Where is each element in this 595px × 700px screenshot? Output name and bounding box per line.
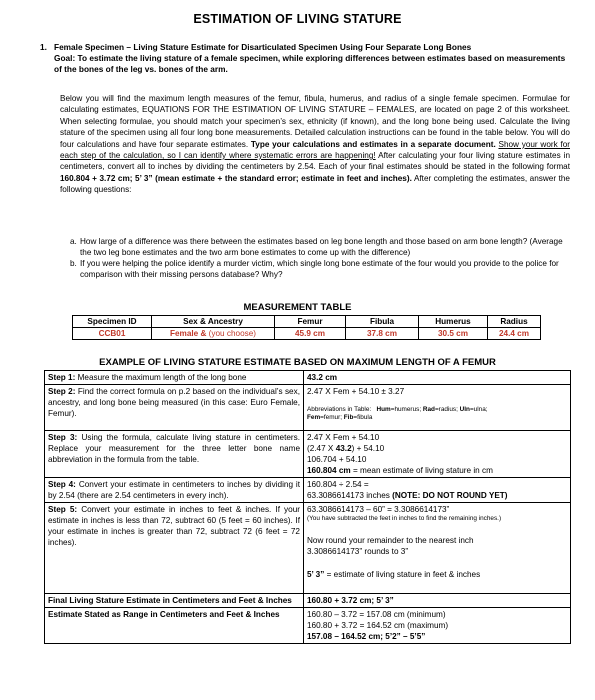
example-range-estimate: Estimate Stated as Range in Centimeters and Feet & Inches 160.80 – 3.72 = 157.08 cm (minimum) 160.80 + 3.72 = 164.52 cm (maximum) 157.08 – 164.52 cm; 5’2” – 5’5” xyxy=(45,608,571,644)
header-humerus: Humerus xyxy=(419,316,488,328)
measurement-table xyxy=(72,315,541,340)
header-fibula: Fibula xyxy=(346,316,419,328)
measurement-table-title: MEASUREMENT TABLE xyxy=(243,302,352,313)
example-step-4: Step 4: Convert your estimate in centimeters to inches by dividing it by 2.54 (there are 2.54 centimeters in every inch). 160.804 ÷ 2.54 = 63.3086614173 inches (NOTE: DO NOT ROUND YET) xyxy=(45,478,571,503)
instructions-underline: Show your work for each step of the calculation, so I can identify where systematic errors are happening! xyxy=(60,139,570,161)
step-1-value: 43.2 cm xyxy=(304,371,571,385)
cell-femur: 45.9 cm xyxy=(275,328,346,340)
measurement-data-row xyxy=(73,328,541,340)
question-title: Female Specimen – Living Stature Estimate for Disarticulated Specimen Using Four Separate Long Bones xyxy=(54,42,472,52)
example-table xyxy=(44,370,571,644)
header-femur: Femur xyxy=(275,316,346,328)
header-radius: Radius xyxy=(488,316,541,328)
example-step-2: Step 2: Find the correct formula on p.2 based on the individual’s sex, ancestry, and long bone being measured (in this case: Euro Female, Femur). 2.47 X Fem + 54.10 ± 3.27 Abbreviations in Table: Hum=humerus; Rad=radius; Uln=ulna; Fem=femur; Fib=fibula xyxy=(45,385,571,431)
measurement-header-row xyxy=(73,316,541,328)
cell-specimen-id: CCB01 xyxy=(73,328,152,340)
question-number: 1. xyxy=(40,42,47,52)
step-2-formula: 2.47 X Fem + 54.10 ± 3.27 xyxy=(307,387,405,396)
instructions-paragraph: Below you will find the maximum length measures of the femur, fibula, humerus, and radius of a single female specimen. Formulae for calculating estimates, EQUATIONS FOR THE ESTIMATION OF LIVING STATURE – FEMALES, are located on page 2 of this worksheet. When selecting formulae, you should match your specimen’s sex, ethnicity (if known), and the long bone being used. Calculate the living stature of the specimen using all four long bone measurements. Detailed calculation instructions can be found in the table below. You will do four calculations and have four separate estimates. Type your calculations and estimates in a separate document. Show your work for each step of the calculation, so I can identify where systematic errors are happening! After calculating your four living stature estimates in centimeters, convert all to inches by dividing the centimeters by 2.54. Each of your final estimates should be stated in the following format 160.804 + 3.72 cm; 5’ 3” (mean estimate + the standard error; estimate in feet and inches). After completing the estimates, answer the following questions: xyxy=(60,94,570,195)
instructions-bold-1: Type your calculations and estimates in a separate document. xyxy=(250,139,496,149)
cell-humerus: 30.5 cm xyxy=(419,328,488,340)
question-a: a. How large of a difference was there between the estimates based on leg bone length and those based on arm bone length? (Average the two leg bone estimates and the two arm bone estimates to come up with the difference) xyxy=(70,237,563,257)
step-2-abbreviations: Abbreviations in Table: Hum=humerus; Rad=radius; Uln=ulna; Fem=femur; Fib=fibula xyxy=(307,406,488,421)
header-sex-ancestry: Sex & Ancestry xyxy=(152,316,275,328)
question-goal: Goal: To estimate the living stature of a female specimen, while exploring differences between estimates based on measurements of the bones of the leg vs. bones of the arm. xyxy=(54,53,566,74)
instructions-format: 160.804 + 3.72 cm; 5’ 3” (mean estimate + the standard error; estimate in feet and inches). xyxy=(60,173,412,183)
example-final-estimate: Final Living Stature Estimate in Centimeters and Feet & Inches 160.80 + 3.72 cm; 5’ 3” xyxy=(45,594,571,608)
header-specimen-id: Specimen ID xyxy=(73,316,152,328)
cell-fibula: 37.8 cm xyxy=(346,328,419,340)
question-b: b. If you were helping the police identify a murder victim, which single long bone estimate of the four would you provide to the police for comparison with their missing persons database? Why? xyxy=(70,259,559,279)
example-table-title: EXAMPLE OF LIVING STATURE ESTIMATE BASED ON MAXIMUM LENGTH OF A FEMUR xyxy=(99,357,496,368)
page-title: ESTIMATION OF LIVING STATURE xyxy=(193,12,402,26)
cell-sex-ancestry: Female & (you choose) xyxy=(152,328,275,340)
final-estimate-value: 160.80 + 3.72 cm; 5’ 3” xyxy=(304,594,571,608)
example-step-3: Step 3: Using the formula, calculate living stature in centimeters. Replace your measurement for the three letter bone name abbreviation in the formula from the table. 2.47 X Fem + 54.10 (2.47 X 43.2) + 54.10 106.704 + 54.10 160.804 cm = mean estimate of living stature in cm xyxy=(45,431,571,478)
example-step-1: Step 1: Measure the maximum length of the long bone 43.2 cm xyxy=(45,371,571,385)
example-step-5: Step 5: Convert your estimate in inches to feet & inches. If your estimate in inches is less than 72, subtract 60 (5 feet = 60 inches). If your estimate in inches is greater than 72, subtract 72 (6 feet = 72 inches). 63.3086614173 – 60” = 3.3086614173” (You have subtracted the feet in inches to find the remaining inches.) Now round your remainder to the nearest inch 3.3086614173” rounds to 3” 5’ 3” = estimate of living stature in feet & inches xyxy=(45,503,571,594)
cell-radius: 24.4 cm xyxy=(488,328,541,340)
question-list xyxy=(70,236,570,280)
